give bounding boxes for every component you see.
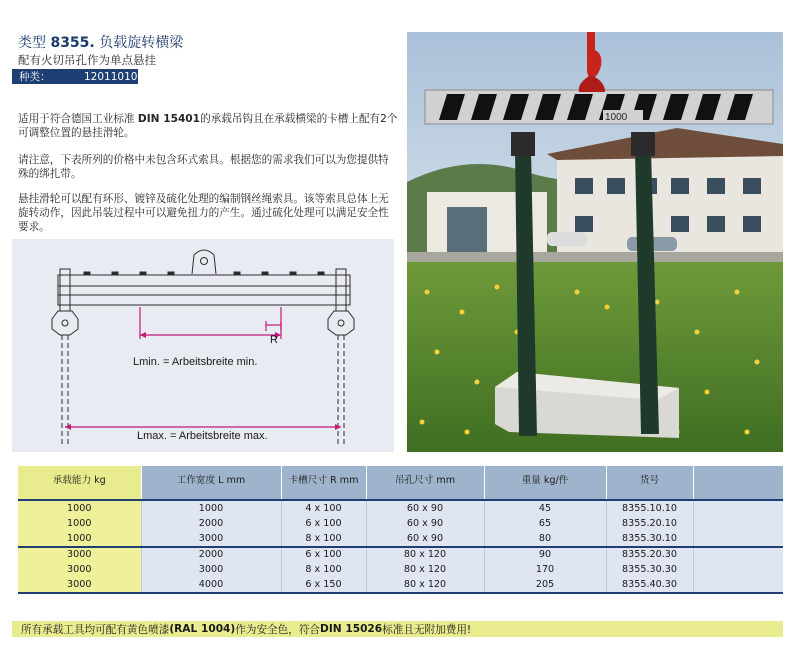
- paragraph-1-text-a: 适用于符合德国工业标准: [18, 113, 138, 125]
- cell-width: 3000: [141, 562, 281, 578]
- cell-width: 3000: [141, 531, 281, 547]
- cell-capacity: 1000: [18, 531, 141, 547]
- cell-weight: 80: [484, 531, 606, 547]
- cell-weight: 205: [484, 578, 606, 594]
- type-number: 8355.: [50, 35, 95, 51]
- header-weight: 重量 kg/件: [484, 466, 606, 500]
- table-header-row: [18, 466, 783, 500]
- header-working-width: 工作宽度 L mm: [141, 466, 281, 500]
- cell-slot: 4 x 100: [281, 500, 366, 516]
- paragraph-1-din: DIN 15401: [137, 113, 201, 125]
- subtitle: 配有火切吊孔作为单点悬挂: [18, 53, 156, 67]
- table-row: [18, 578, 783, 594]
- paragraph-price-note: 请注意，下表所列的价格中未包含环式索具。根据您的需求我们可以为您提供特殊的绑扎带。: [18, 154, 389, 180]
- category-bar: [12, 69, 138, 84]
- product-photo: [407, 32, 783, 452]
- safety-color-note: [12, 621, 783, 637]
- cell-capacity: 1000: [18, 500, 141, 516]
- cell-width: 2000: [141, 516, 281, 532]
- cell-eye: 60 x 90: [366, 531, 484, 547]
- cell-article: 8355.30.10: [606, 531, 693, 547]
- beam-marking: 1000: [605, 112, 628, 123]
- table-row: [18, 531, 783, 547]
- header-slot-size: 卡槽尺寸 R mm: [281, 466, 366, 500]
- cell-weight: 170: [484, 562, 606, 578]
- header-eye-size: 吊孔尺寸 mm: [366, 466, 484, 500]
- cell-weight: 65: [484, 516, 606, 532]
- table-row: [18, 562, 783, 578]
- footer-din: DIN 15026: [320, 623, 383, 635]
- paragraph-1-text-c: 的承载吊钩且在承载横梁的卡槽上配有2个可调整位置的悬挂滑轮。: [18, 113, 398, 139]
- category-label: 种类：: [19, 71, 51, 83]
- cell-blank: [693, 578, 783, 594]
- header-capacity: 承载能力 kg: [18, 466, 141, 500]
- cell-capacity: 3000: [18, 562, 141, 578]
- cell-width: 4000: [141, 578, 281, 594]
- page-title: [18, 32, 183, 52]
- header-blank: [693, 466, 783, 500]
- type-prefix: 类型: [18, 35, 51, 51]
- footer-text-c: 作为安全色，符合: [235, 623, 321, 636]
- cell-slot: 8 x 100: [281, 562, 366, 578]
- table-row: [18, 516, 783, 532]
- cell-eye: 60 x 90: [366, 516, 484, 532]
- cell-article: 8355.20.30: [606, 547, 693, 563]
- technical-drawing: [12, 239, 394, 452]
- footer-text-e: 标准且无附加费用!: [382, 623, 472, 636]
- table-row: [18, 547, 783, 563]
- cell-article: 8355.40.30: [606, 578, 693, 594]
- cell-capacity: 3000: [18, 547, 141, 563]
- cell-article: 8355.30.30: [606, 562, 693, 578]
- cell-eye: 80 x 120: [366, 562, 484, 578]
- cell-eye: 80 x 120: [366, 547, 484, 563]
- type-name: 负载旋转横梁: [94, 35, 184, 51]
- cell-article: 8355.10.10: [606, 500, 693, 516]
- product-photo-svg: [407, 32, 783, 452]
- paragraph-standard: [18, 112, 398, 140]
- cell-slot: 6 x 100: [281, 516, 366, 532]
- cell-eye: 60 x 90: [366, 500, 484, 516]
- cell-width: 1000: [141, 500, 281, 516]
- label-lmax: Lmax. = Arbeitsbreite max.: [137, 430, 268, 442]
- footer-ral: (RAL 1004): [169, 623, 236, 635]
- spec-table: [18, 466, 783, 594]
- cell-eye: 80 x 120: [366, 578, 484, 594]
- cell-blank: [693, 516, 783, 532]
- cell-slot: 6 x 150: [281, 578, 366, 594]
- cell-weight: 45: [484, 500, 606, 516]
- header-article-number: 货号: [606, 466, 693, 500]
- table-row: [18, 500, 783, 516]
- cell-slot: 8 x 100: [281, 531, 366, 547]
- footer-text-a: 所有承载工具均可配有黄色喷漆: [21, 623, 170, 636]
- cell-width: 2000: [141, 547, 281, 563]
- label-r: R: [270, 334, 278, 346]
- cell-capacity: 3000: [18, 578, 141, 594]
- cell-blank: [693, 500, 783, 516]
- category-value: 12011010: [84, 70, 138, 83]
- cell-blank: [693, 531, 783, 547]
- cell-blank: [693, 562, 783, 578]
- label-lmin: Lmin. = Arbeitsbreite min.: [133, 356, 258, 368]
- cell-article: 8355.20.10: [606, 516, 693, 532]
- cell-weight: 90: [484, 547, 606, 563]
- beam-drawing-svg: [12, 239, 394, 452]
- cell-slot: 6 x 100: [281, 547, 366, 563]
- cell-capacity: 1000: [18, 516, 141, 532]
- cell-blank: [693, 547, 783, 563]
- paragraph-sling: 悬挂滑轮可以配有环形、镀锌及硫化处理的编制钢丝绳索具。该等索具总体上无旋转动作，因此吊装过程中可以避免扭力的产生。通过硫化处理可以满足安全性要求。: [18, 193, 389, 233]
